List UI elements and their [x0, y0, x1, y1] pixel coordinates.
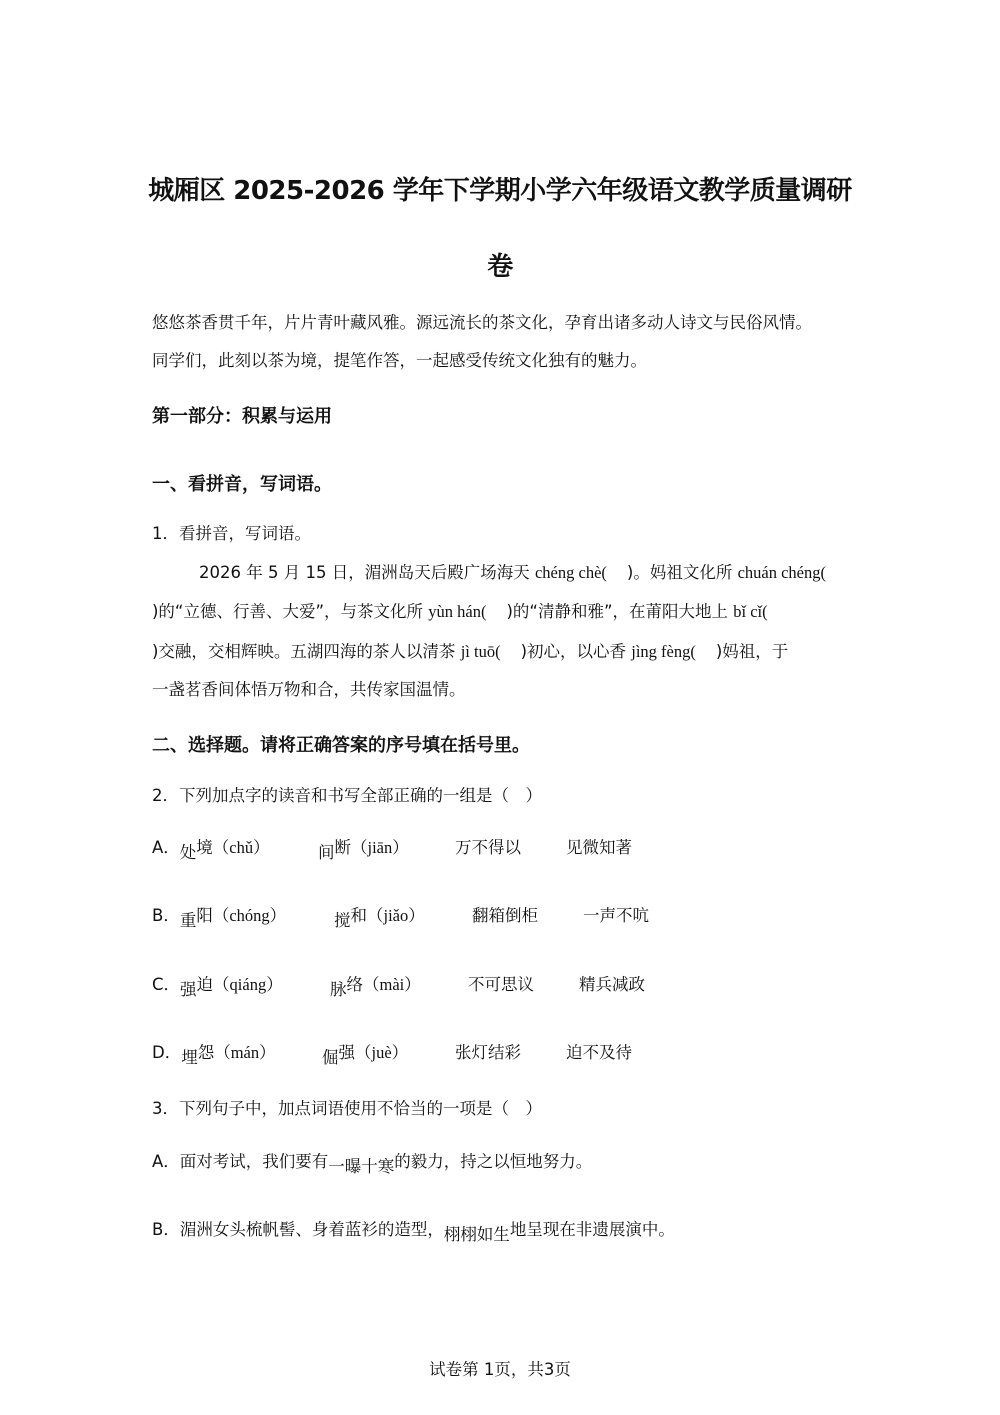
option-a-word2 — [318, 838, 409, 862]
passage-text: )妈祖，于 — [715, 642, 789, 661]
pinyin: （chóng） — [212, 906, 287, 925]
question3-option-a[interactable] — [152, 1152, 593, 1176]
dotted-char: 强 — [180, 980, 197, 999]
answer-blank[interactable] — [501, 642, 521, 662]
option-letter: A． — [152, 1152, 180, 1171]
dotted-phrase: 栩栩如生 — [443, 1225, 510, 1244]
intro-line2: 同学们，此刻以茶为境，提笔作答，一起感受传统文化独有的魅力。 — [152, 351, 647, 370]
option-b-word3: 翻箱倒柜 — [472, 906, 538, 925]
word: 阳 — [196, 906, 213, 925]
passage-text: )初心，以心香 — [520, 642, 632, 661]
question3-stem: 3．下列句子中，加点词语使用不恰当的一项是（ ） — [152, 1099, 542, 1118]
passage-line2 — [152, 602, 768, 622]
option-a[interactable] — [152, 838, 270, 862]
option-d-word4: 迫不及待 — [566, 1043, 632, 1062]
sentence-text: 面对考试，我们要有 — [179, 1152, 329, 1171]
word: 和 — [350, 906, 367, 925]
word: 络 — [346, 975, 363, 994]
word: 境 — [196, 838, 213, 857]
passage-text: 2026 年 5 月 15 日，湄洲岛天后殿广场海天 — [199, 563, 535, 582]
passage-text: )的“清静和雅”，在莆阳大地上 — [506, 602, 734, 621]
pinyin: （jiǎo） — [367, 906, 425, 925]
pinyin: （mán） — [214, 1043, 276, 1062]
option-a-word4: 见微知著 — [566, 838, 632, 857]
passage-text: )。妈祖文化所 — [626, 563, 738, 582]
option-c-word3: 不可思议 — [468, 975, 534, 994]
pinyin: （qiáng） — [213, 975, 283, 994]
question1-stem: 1．看拼音，写词语。 — [152, 524, 311, 543]
dotted-char: 搅 — [334, 911, 351, 930]
pinyin-jituo: jì tuō( — [460, 642, 501, 661]
answer-blank[interactable] — [607, 563, 627, 583]
passage-line1 — [199, 563, 826, 583]
option-b-word2 — [334, 906, 425, 930]
question3-option-b[interactable] — [152, 1220, 675, 1244]
dotted-char: 脉 — [330, 980, 347, 999]
pinyin-jingfeng: jìng fèng( — [631, 642, 696, 661]
option-letter: B． — [152, 906, 180, 925]
option-a-word3: 万不得以 — [455, 838, 521, 857]
passage-text: )交融，交相辉映。五湖四海的茶人以清茶 — [152, 642, 461, 661]
option-c[interactable] — [152, 975, 283, 999]
dotted-char: 倔 — [322, 1048, 339, 1067]
passage-line4: 一盏茗香间体悟万物和合，共传家国温情。 — [152, 680, 466, 699]
dotted-phrase: 一曝十寒 — [328, 1157, 395, 1176]
option-d-word3: 张灯结彩 — [455, 1043, 521, 1062]
intro-line1: 悠悠茶香贯千年，片片青叶藏风雅。源远流长的茶文化，孕育出诸多动人诗文与民俗风情。 — [152, 313, 812, 332]
document-title-line2: 卷 — [487, 252, 513, 282]
pinyin-chengche: chéng chè( — [534, 563, 607, 582]
pinyin: （chǔ） — [212, 838, 270, 857]
page-footer: 试卷第 1页，共3页 — [429, 1360, 571, 1379]
passage-line3 — [152, 642, 788, 662]
pinyin-yunhan: yùn hán( — [428, 602, 487, 621]
pinyin: （jiān） — [351, 838, 409, 857]
option-b[interactable] — [152, 906, 287, 930]
word: 怨 — [197, 1043, 215, 1062]
option-letter: D． — [152, 1043, 182, 1062]
option-letter: B． — [152, 1220, 180, 1239]
pinyin-chuancheng: chuán chéng( — [737, 563, 826, 582]
option-c-word2 — [330, 975, 421, 999]
pinyin-bici: bǐ cǐ( — [733, 602, 768, 621]
passage-text: )的“立德、行善、大爱”，与茶文化所 — [152, 602, 429, 621]
document-title-line1: 城厢区 2025-2026 学年下学期小学六年级语文教学质量调研 — [148, 176, 852, 206]
dotted-char: 重 — [179, 911, 197, 930]
option-c-word4: 精兵减政 — [579, 975, 645, 994]
section1-heading: 一、看拼音，写词语。 — [152, 474, 332, 495]
word: 强 — [338, 1043, 355, 1062]
option-d[interactable] — [152, 1043, 276, 1067]
answer-blank[interactable] — [696, 642, 716, 662]
question2-stem: 2．下列加点字的读音和书写全部正确的一组是（ ） — [152, 786, 542, 805]
word: 断 — [334, 838, 351, 857]
option-b-word4: 一声不吭 — [583, 906, 649, 925]
dotted-char: 处 — [179, 843, 197, 862]
pinyin: （juè） — [355, 1043, 409, 1062]
option-letter: A． — [152, 838, 180, 857]
section2-heading: 二、选择题。请将正确答案的序号填在括号里。 — [152, 735, 530, 756]
part1-heading: 第一部分：积累与运用 — [152, 406, 332, 427]
sentence-text: 地呈现在非遗展演中。 — [509, 1220, 675, 1239]
word: 迫 — [196, 975, 214, 994]
answer-blank[interactable] — [486, 602, 506, 622]
pinyin: （mài） — [363, 975, 421, 994]
dotted-char: 间 — [318, 843, 335, 862]
option-letter: C． — [152, 975, 181, 994]
option-d-word2 — [322, 1043, 409, 1067]
dotted-char: 埋 — [181, 1048, 198, 1067]
sentence-text: 的毅力，持之以恒地努力。 — [394, 1152, 593, 1171]
sentence-text: 湄洲女头梳帆髻、身着蓝衫的造型， — [179, 1220, 444, 1239]
